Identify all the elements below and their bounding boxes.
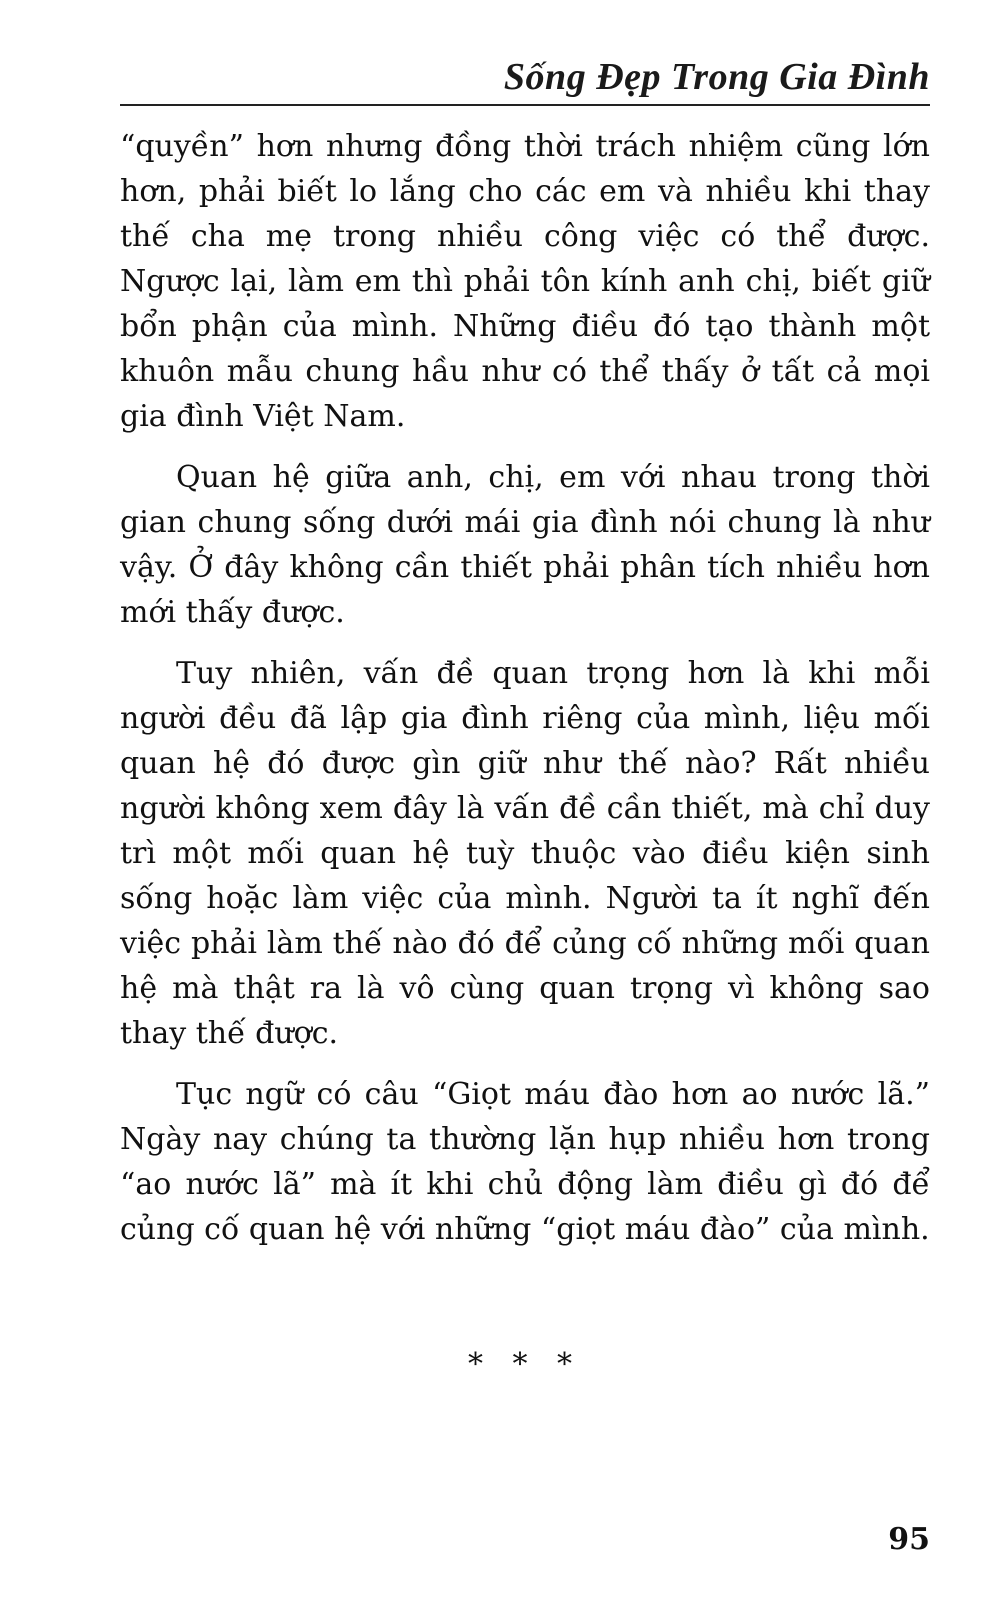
paragraph-continued: “quyền” hơn nhưng đồng thời trách nhiệm cũng lớn hơn, phải biết lo lắng cho các em và nhiều khi thay thế cha mẹ trong nhiều công việc có thể được. Ngược lại, làm em thì phải tôn kính anh chị, biết giữ bổn phận của mình. Những điều đó tạo thành một khuôn mẫu chung hầu như có thể thấy ở tất cả mọi gia đình Việt Nam.	[120, 129, 930, 434]
paragraph: Tục ngữ có câu “Giọt máu đào hơn ao nước lã.” Ngày nay chúng ta thường lặn hụp nhiều hơn trong “ao nước lã” mà ít khi chủ động làm điều gì đó để củng cố quan hệ với những “giọt máu đào” của mình.	[120, 1077, 930, 1247]
running-header-title: Sống Đẹp Trong Gia Đình	[503, 56, 930, 98]
paragraph: Quan hệ giữa anh, chị, em với nhau trong thời gian chung sống dưới mái gia đình nói chung là như vậy. Ở đây không cần thiết phải phân tích nhiều hơn mới thấy được.	[120, 460, 930, 630]
header-divider	[120, 104, 930, 106]
section-separator: * * *	[467, 1347, 583, 1382]
page-number: 95	[888, 1522, 930, 1557]
paragraph: Tuy nhiên, vấn đề quan trọng hơn là khi mỗi người đều đã lập gia đình riêng của mình, liệu mối quan hệ đó được gìn giữ như thế nào? Rất nhiều người không xem đây là vấn đề cần thiết, mà chỉ duy trì một mối quan hệ tuỳ thuộc vào điều kiện sinh sống hoặc làm việc của mình. Người ta ít nghĩ đến việc phải làm thế nào đó để củng cố những mối quan hệ mà thật ra là vô cùng quan trọng vì không sao thay thế được.	[120, 656, 930, 1051]
body-text	[120, 124, 930, 1268]
